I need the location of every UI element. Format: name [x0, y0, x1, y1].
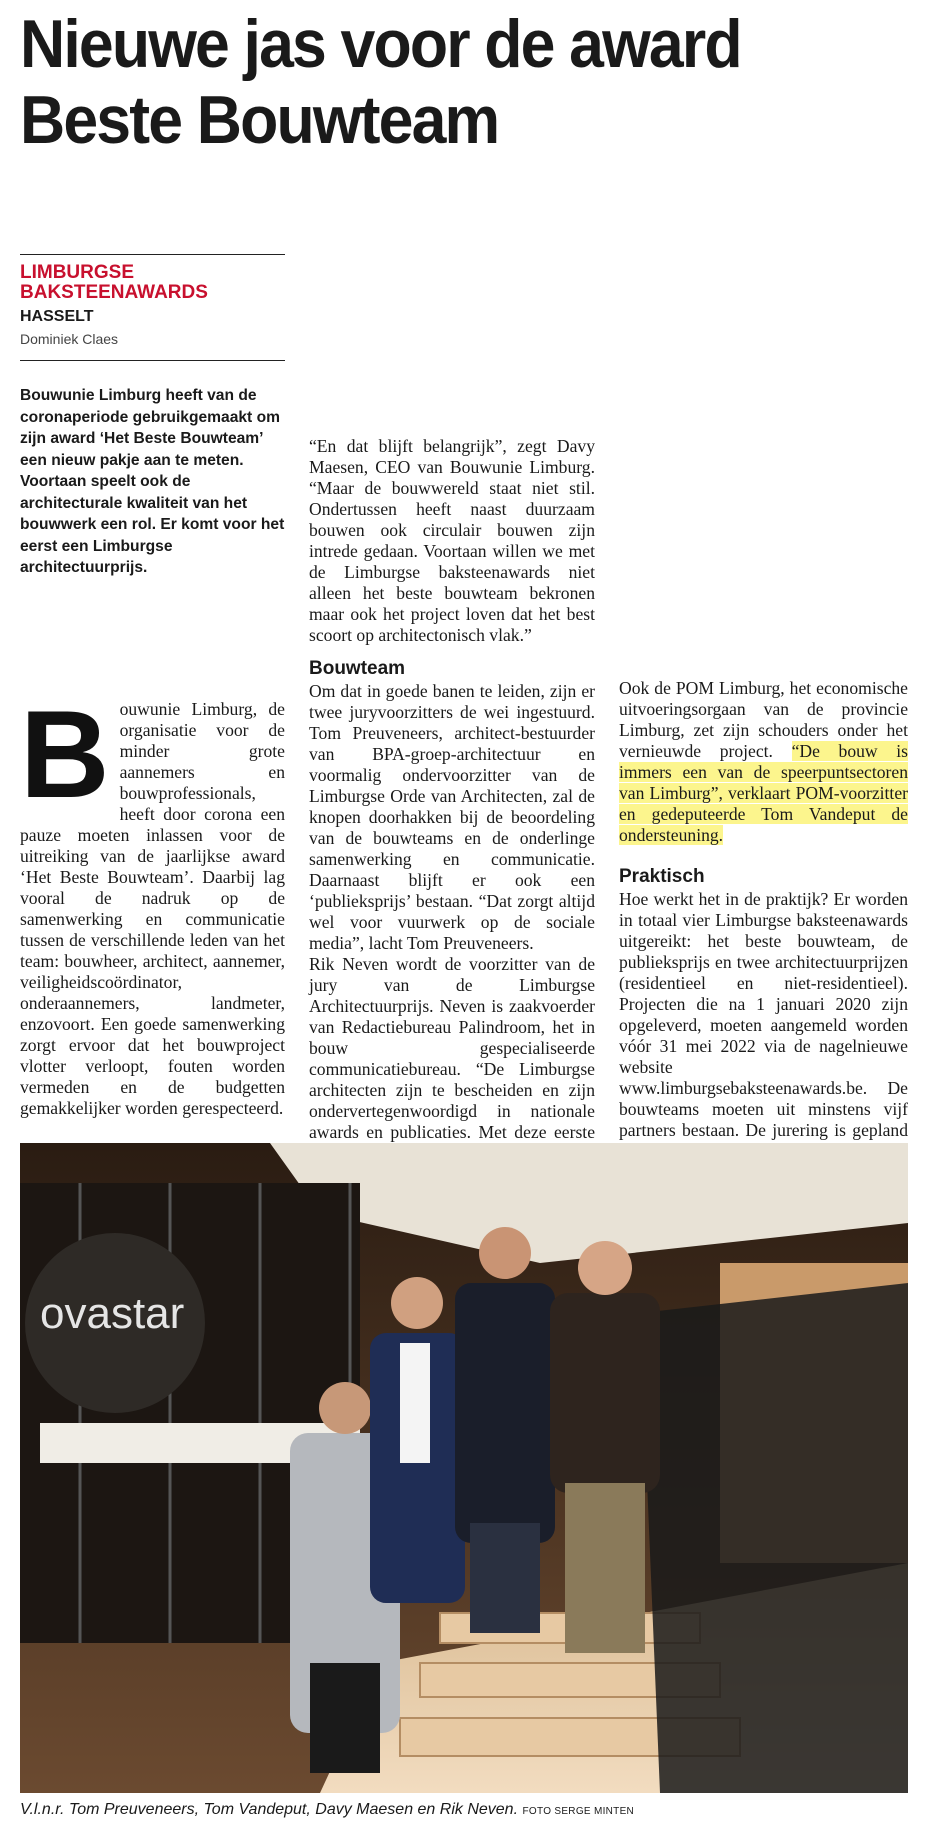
- byline-bottom-rule: [20, 360, 285, 361]
- column-2: [309, 258, 595, 1269]
- headline: Nieuwe jas voor de award Beste Bouwteam: [20, 6, 741, 158]
- body-paragraph-3: Om dat in goede banen te leiden, zijn er twee juryvoorzitters de wei ingestuurd. Tom Preuveneers, architect-bestuurder van BPA-groep-architectuur en voormalig ondervoorzitter van de Limburgse Orde van Architecten, zal de knopen doorhakken bij de beoordeling van de bouwteams en de onderlinge samenwerking en communicatie. Daarnaast blijft er ook een ‘publieksprijs’ bestaan. “Dat zorgt altijd wel voor vuurwerk op de sociale media”, lacht Tom Preuveneers.: [309, 681, 595, 953]
- caption-text: V.l.n.r. Tom Preuveneers, Tom Vandeput, Davy Maesen en Rik Neven.: [20, 1801, 519, 1818]
- photo-sign-text: ovastar: [40, 1289, 185, 1338]
- dateline-place: HASSELT: [20, 308, 94, 325]
- kicker: LIMBURGSE BAKSTEENAWARDS: [20, 262, 208, 303]
- byline-top-rule: [20, 254, 285, 255]
- photo-credit: FOTO SERGE MINTEN: [522, 1806, 635, 1817]
- drop-cap: B: [20, 685, 110, 824]
- photo-caption: [20, 1800, 908, 1822]
- body-paragraph-5-text: Ook de POM Limburg, het economische uitvoeringsorgaan van de provincie Limburg, zet zijn schouders onder het vernieuwde project.: [619, 678, 908, 761]
- body-paragraph-2: “En dat blijft belangrijk”, zegt Davy Maesen, CEO van Bouwunie Limburg. “Maar de bouwwereld staat niet stil. Ondertussen heeft naast duurzaam bouwen ook circulair bouwen zijn intrede gedaan. Voortaan willen we met de Limburgse baksteenawards niet alleen het beste bouwteam bekronen maar ook het project loven dat het best scoort op architectonisch vlak.”: [309, 436, 595, 645]
- subheading-praktisch: Praktisch: [619, 866, 705, 887]
- body-paragraph-4: Rik Neven wordt de voorzitter van de jury van de Limburgse Architectuurprijs. Neven is zaakvoerder van Redactiebureau Palindroom, het in bouw gespecialiseerde communicatiebureau. “De Limburgse architecten zijn te bescheiden en zijn ondervertegenwoordigd in nationale awards en publicaties. Met deze eerste: [309, 954, 595, 1142]
- body-paragraph-5: [619, 678, 908, 846]
- subheading-bouwteam: Bouwteam: [309, 658, 406, 679]
- column-3: [619, 258, 908, 1183]
- body-paragraph-1: [20, 685, 285, 1119]
- lead-paragraph: Bouwunie Limburg heeft van de coronaperiode gebruikgemaakt om zijn award ‘Het Beste Bouwteam’ een nieuw pakje aan te meten. Voortaan speelt ook de architecturale kwaliteit van het bouwwerk een rol. Er komt voor het eerst een Limburgse architectuurprijs.: [20, 387, 285, 576]
- column-1: [20, 254, 285, 1119]
- author: Dominiek Claes: [20, 331, 119, 347]
- body-paragraph-1-text: ouwunie Limburg, de organisatie voor de minder grote aannemers en bouwprofessionals, heeft door corona een pauze moeten inlassen voor de uitreiking van de jaarlijkse award ‘Het Beste Bouwteam’. Daarbij lag vooral de nadruk op de samenwerking en communicatie tussen de verschillende leden van het team: bouwheer, architect, aannemer, veiligheidscoördinator, onderaannemers, landmeter, enzovoort. Een goede samenwerking zorgt ervoor dat het bouwproject vlotter verloopt, fouten worden vermeden en de budgetten gemakkelijker worden gerespecteerd.: [20, 698, 285, 1118]
- body-paragraph-6: Hoe werkt het in de praktijk? Er worden in totaal vier Limburgse baksteenawards uitgereikt: het beste bouwteam, de publieksprijs en twee architectuurprijzen (residentieel en niet-residentieel). Projecten die na 1 januari 2020 zijn opgeleverd, moeten aangemeld worden vóór 31 mei 2022 via de nagelnieuwe website www.limburgsebaksteenawards.be. De bouwteams moeten uit minstens vijf partners bestaan. De jurering is gepland: [619, 889, 908, 1140]
- photo-illustration: [20, 1143, 908, 1793]
- article-photo: [20, 1143, 908, 1793]
- highlighted-quote: “De bouw is immers een van de speerpuntsectoren van Limburg”, verklaart POM-voorzitter en gedeputeerde Tom Vandeput de ondersteuning.: [619, 741, 909, 845]
